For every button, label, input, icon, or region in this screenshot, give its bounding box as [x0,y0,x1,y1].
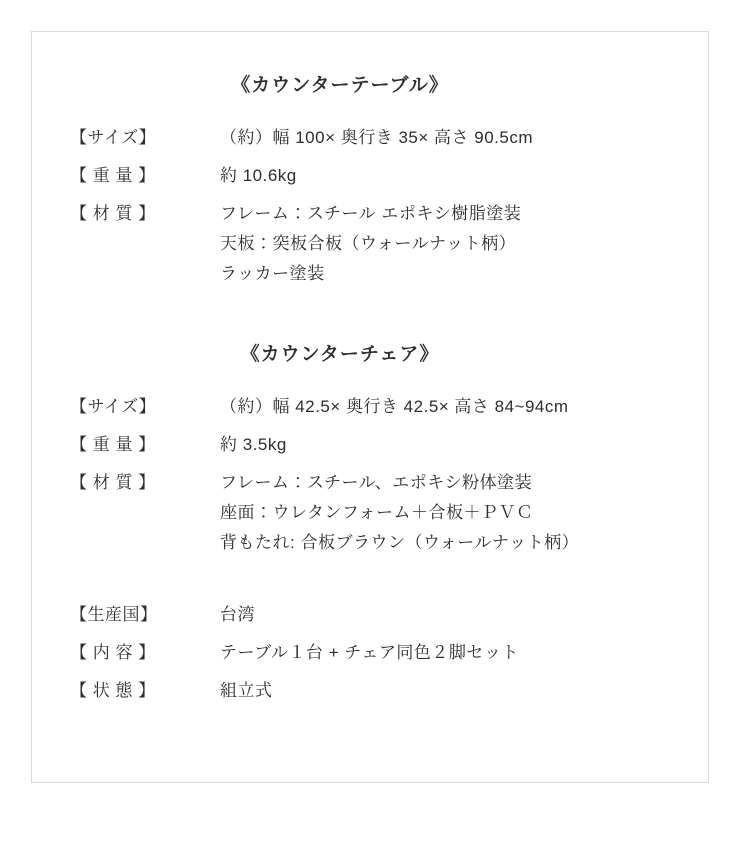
spec-row [70,638,682,663]
spec-values [220,205,682,282]
spec-label-size: 【サイズ】 [70,128,157,147]
section-counter-chair [70,339,682,551]
spec-row [70,676,682,701]
section-counter-table [70,70,682,282]
spec-value: 背もたれ: 合板ブラウン（ウォールナット柄） [220,533,580,552]
spec-values [220,436,682,453]
spec-label-weight: 【 重 量 】 [70,166,156,185]
spec-value: 組立式 [220,681,273,700]
spec-values [220,474,682,551]
spec-value: （約）幅 100× 奥行き 35× 高さ 90.5cm [220,128,533,147]
spec-values [220,129,682,146]
spec-label-contents: 【 内 容 】 [70,643,156,662]
spec-value: 天板：突板合板（ウォールナット柄） [220,234,517,253]
spec-label-country: 【生産国】 [70,605,158,624]
spec-value: 約 3.5kg [220,435,287,454]
spec-values [220,644,682,661]
spec-value: 約 10.6kg [220,166,297,185]
spec-row [70,161,682,186]
spec-label-material: 【 材 質 】 [70,204,156,223]
section-title-counter-chair: 《カウンターチェア》 [240,344,440,365]
spec-content [70,70,682,714]
spec-label-condition: 【 状 態 】 [70,681,156,700]
spec-value: 台湾 [220,605,255,624]
spec-label-material: 【 材 質 】 [70,473,156,492]
spec-value: フレーム：スチール、エポキシ粉体塗装 [220,473,533,492]
spec-value: テーブル１台 + チェア同色２脚セット [220,643,519,662]
spec-value: 座面：ウレタンフォーム＋合板＋ＰＶＣ [220,503,534,522]
spec-row [70,600,682,625]
spec-row [70,468,682,551]
spec-row [70,123,682,148]
spec-row [70,199,682,282]
section-title-counter-table: 《カウンターテーブル》 [231,75,449,96]
spec-values [220,398,682,415]
spec-value: フレーム：スチール エポキシ樹脂塗装 [220,204,522,223]
spec-label-weight: 【 重 量 】 [70,435,156,454]
spec-values [220,167,682,184]
spec-values [220,606,682,623]
spec-card [31,31,709,783]
section-general-info [70,600,682,701]
section-spacer [70,295,682,339]
spec-row [70,392,682,417]
footer-spacer [70,564,682,600]
spec-value: （約）幅 42.5× 奥行き 42.5× 高さ 84~94cm [220,397,569,416]
spec-value: ラッカー塗装 [220,264,325,283]
spec-values [220,682,682,699]
spec-label-size: 【サイズ】 [70,397,157,416]
spec-row [70,430,682,455]
